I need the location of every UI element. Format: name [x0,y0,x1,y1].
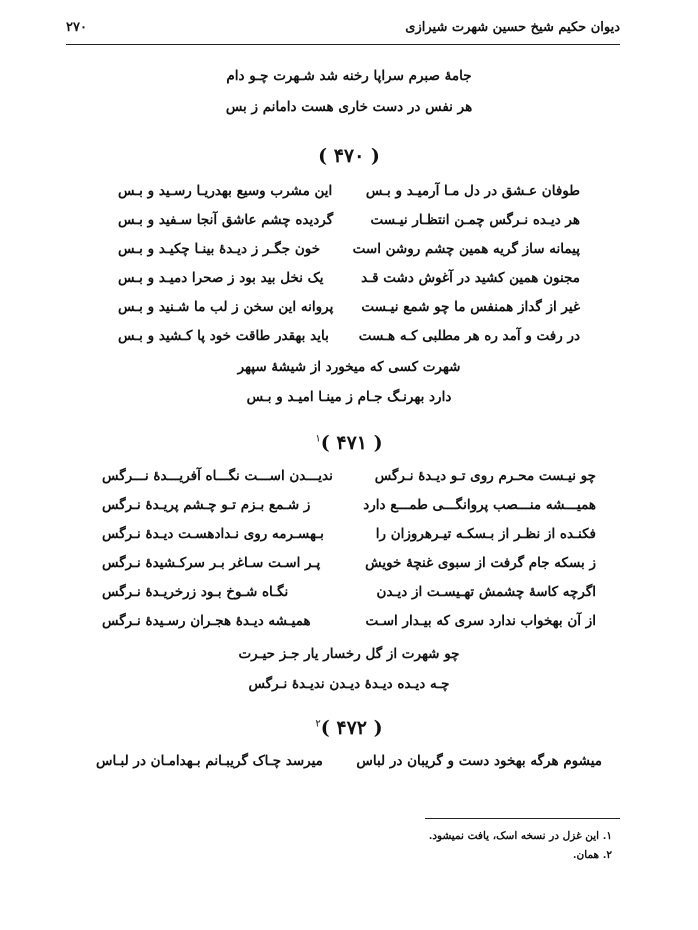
couplet [0,526,698,550]
second-hemistich: ز شـمع بـزم تـو چـشم پریـدهٔ نـرگس [102,497,311,513]
ghazal-heading [0,145,698,167]
couplet [0,753,698,777]
couplet [0,328,698,352]
footnote: ۲. همان. [572,849,612,861]
first-hemistich: غیر از گداز همنفس ما چو شمع نیـست [361,299,580,315]
closing-line: چـه دیـده دیـدهٔ دیـدن ندیـدهٔ نـرگس [248,676,450,692]
second-hemistich: میرسد چـاک گریبـانم بـهدامـان در لبـاس [96,753,323,769]
second-hemistich: گردیده چشم عاشق آنجا سـفید و بـس [118,212,334,228]
first-hemistich: فکنـده از نظـر از بـسکـه تیـرهروزان را [375,526,596,542]
couplet [0,468,698,492]
first-hemistich: چو نیـست محـرم روی تـو دیـدهٔ نـرگس [374,468,596,484]
first-hemistich: در رفت و آمد ره هر مطلبی کـه هـست [358,328,580,344]
closing-line: چو شهرت از گل رخسار یار جـز حیـرت [238,646,460,662]
first-hemistich: طوفان عـشق در دل مـا آرمیـد و بـس [365,183,580,199]
ghazal-heading [0,432,698,454]
footnote-marker: ۱ [315,433,321,445]
second-hemistich: نگـاه شـوخ بـود زرخریـدهٔ نـرگس [102,584,289,600]
footnote-marker: ۲ [315,718,321,730]
second-hemistich: ندیـــدن اســـت نگـــاه آفریـــدهٔ نـــرگس [102,468,333,484]
first-hemistich: از آن بهخواب ندارد سری که بیـدار اسـت [365,613,596,629]
couplet [0,584,698,608]
first-hemistich: اگرچه کاسهٔ چشمش تهـیسـت از دیـدن [376,584,596,600]
second-hemistich: پـر اسـت سـاغر بـر سرکـشیدهٔ نـرگس [102,555,321,571]
first-hemistich: هر دیـده نـرگس چمـن انتظـار نیـست [370,212,580,228]
ghazal-heading [0,717,698,739]
first-hemistich: همیـــشه منـــصب پروانگـــی طمـــع دارد [363,497,596,513]
second-hemistich: پروانه این سخن ز لب ما شـنید و بـس [118,299,334,315]
book-title: دیوان حکیم شیخ حسین شهرت شیرازی [405,20,620,35]
footnote-divider [425,818,620,819]
couplet [0,613,698,637]
couplet [0,241,698,265]
first-hemistich: ز بسکه جام گرفت از سبوی غنچهٔ خویش [365,555,596,571]
closing-line: دارد بهرنـگ جـام ز مینـا امیـد و بـس [246,389,452,405]
page-number: ۲۷۰ [66,20,87,35]
second-hemistich: بـهسـرمه روی نـدادهسـت دیـدهٔ نـرگس [102,526,324,542]
couplet [0,212,698,236]
couplet [0,555,698,579]
first-hemistich: میشوم هرگه بهخود دست و گریبان در لباس [356,753,602,769]
opening-line: هر نفس در دست خاری هست دامانم ز بس [225,99,473,115]
couplet [0,183,698,207]
second-hemistich: این مشرب وسیع بهدریـا رسـید و بـس [118,183,333,199]
first-hemistich: پیمانه ساز گریه همین چشم روشن است [352,241,580,257]
closing-line: شهرت کسی که میخورد از شیشهٔ سپهر [237,359,461,375]
opening-line: جامهٔ صبرم سراپا رخنه شد شـهرت چـو دام [226,68,472,84]
footnote: ۱. این غزل در نسخه اسک، یافت نمیشود. [428,830,612,842]
ghazal-number: ( ۴۷۰ ) [318,145,380,167]
couplet [0,299,698,323]
first-hemistich: مجنون همین کشید در آغوش دشت قـد [361,270,580,286]
second-hemistich: همیـشه دیـدهٔ هجـران رسـیدهٔ نـرگس [102,613,311,629]
couplet [0,270,698,294]
running-header [66,14,620,45]
second-hemistich: خون جگـر ز دیـدهٔ بینـا چکیـد و بـس [118,241,321,257]
second-hemistich: یک نخل بید بود ز صحرا دمیـد و بـس [118,270,324,286]
couplet [0,497,698,521]
second-hemistich: باید بهقدر طاقت خود پا کـشید و بـس [118,328,329,344]
ghazal-number: ( ۴۷۱ ) [321,432,383,454]
ghazal-number: ( ۴۷۲ ) [321,717,383,739]
